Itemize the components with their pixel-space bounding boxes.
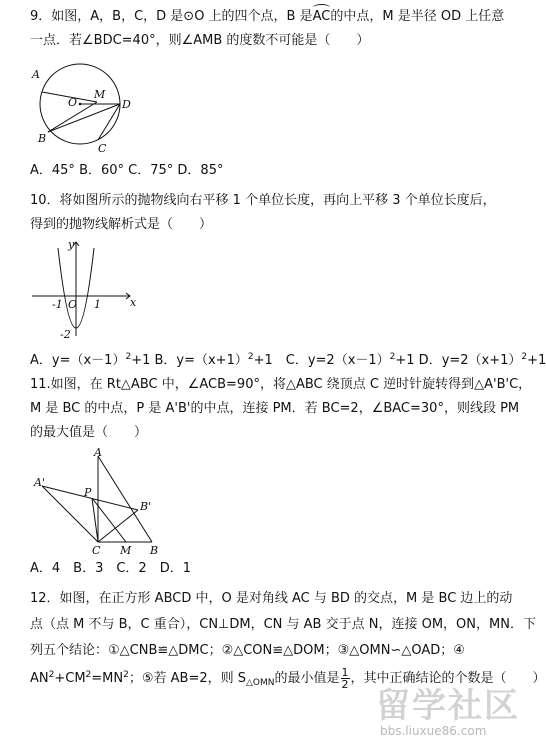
q11-triangle-figure [30, 448, 170, 556]
q9-label-a: A [32, 68, 40, 81]
q9-line1: 9．如图，A，B，C，D 是⊙O 上的四个点，B 是AC的中点，M 是半径 OD 上任意 [30, 9, 505, 24]
q12-line1: 12．如图，在正方形 ABCD 中，O 是对角线 AC 与 BD 的交点，M 是 BC 边上的动 [30, 591, 513, 606]
q11-line2: M 是 BC 的中点，P 是 A'B'的中点，连接 PM．若 BC=2，∠BAC=30°，则线段 PM [30, 401, 520, 416]
watermark-logo: 留学社区 bbs.liuxue86.com [376, 686, 520, 738]
q9-label-d: D [122, 98, 131, 111]
q10-parabola-figure [30, 236, 140, 341]
q10-label-1: 1 [94, 298, 101, 311]
q11-line3: 的最大值是（ ） [30, 425, 148, 440]
q11-label-a: A [94, 446, 102, 459]
q12-line4: $AN^2+CM^2=MN^2$；⑤若 AB=2，则 $S_{\triangle OMN}$的最小值是 $\frac{1}{2}$ ，其中正确结论的个数是（ ） [30, 666, 546, 691]
q9-line2: 一点．若∠BDC=40°，则∠AMB 的度数不可能是（ ） [30, 33, 370, 48]
q10-label-o: O [68, 298, 78, 311]
q12-line2: 点（点 M 不与 B，C 重合），CN⊥DM，CN 与 AB 交于点 N，连接 OM，ON，MN．下 [30, 617, 536, 632]
q10-line2: 得到的抛物线解析式是（ ） [30, 217, 213, 232]
q10-label-neg2: -2 [60, 328, 71, 341]
q9-options: A．45° B．60° C．75° D．85° [30, 163, 224, 178]
q10-label-x: x [130, 296, 137, 309]
q11-label-p: P [84, 486, 92, 499]
q9-label-m: M [94, 88, 106, 101]
q11-label-bp: B' [140, 500, 152, 513]
q11-label-ap: A' [34, 476, 45, 489]
q9-label-b: B [38, 132, 47, 145]
fraction-one-half: $\frac{1}{2}$ [341, 666, 349, 691]
q12-line3: 列五个结论：①△CNB≌△DMC；②△CON≌△DOM；③△OMN∽△OAD；④ [30, 643, 465, 658]
arc-ac: AC [312, 9, 331, 24]
q11-label-m: M [120, 544, 132, 557]
q10-label-y: y [68, 238, 75, 251]
q11-line1: 11.如图，在 Rt△ABC 中，∠ACB=90°，将△ABC 绕顶点 C 逆时针旋转得到△A'B'C， [30, 377, 532, 392]
q11-options: A．4 B．3 C．2 D．1 [30, 561, 191, 576]
q9-circle-figure [30, 62, 140, 155]
q11-label-c: C [92, 544, 101, 557]
q10-label-neg1: -1 [52, 298, 63, 311]
q10-options: A．$y=(x-1)^2+1$ B．$y=(x+1)^2+1$ C．$y=2(x-1)^2+1$ D．$y=2(x+1)^2+1$ [30, 352, 546, 368]
q10-line1: 10．将如图所示的抛物线向右平移 1 个单位长度，再向上平移 3 个单位长度后， [30, 193, 496, 208]
q11-label-b: B [150, 544, 159, 557]
q9-label-c: C [98, 142, 107, 155]
q9-label-o: O [68, 96, 78, 109]
